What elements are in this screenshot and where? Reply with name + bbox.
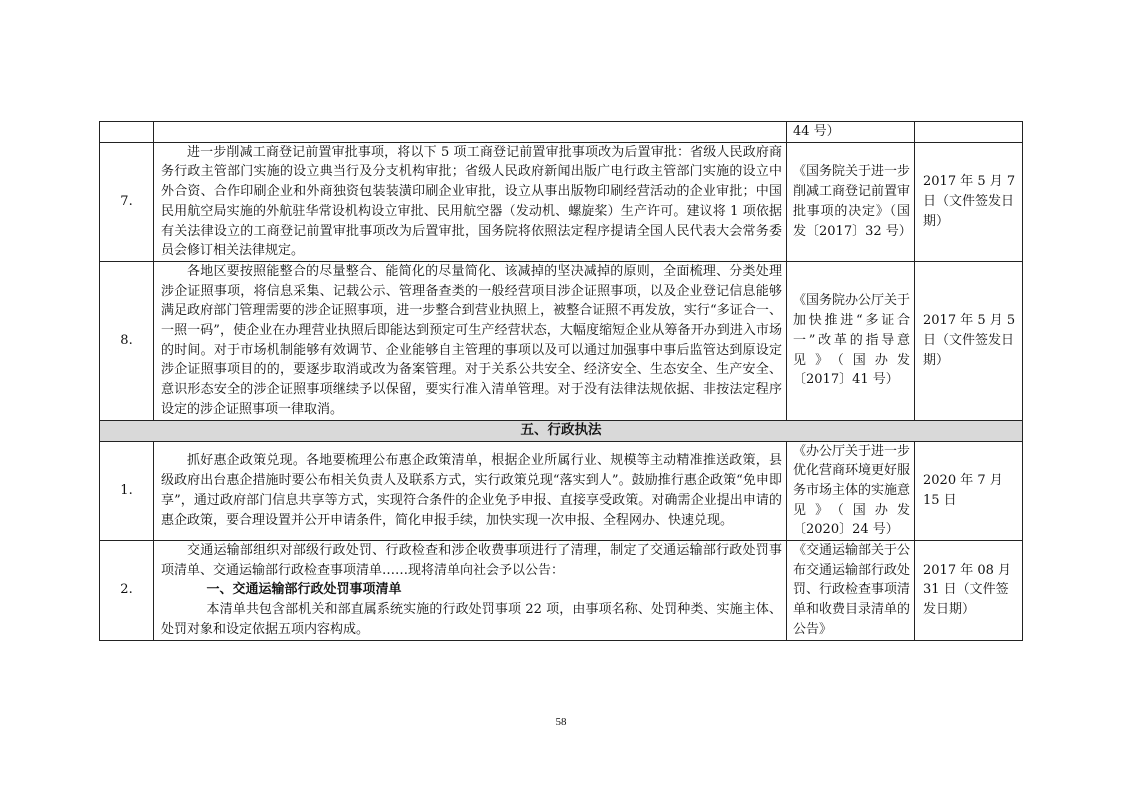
table-row <box>100 122 1023 143</box>
source-cell: 《国务院办公厅关于加快推进“多证合一”改革的指导意见》（国办发〔2017〕41 号） <box>787 261 915 420</box>
content-paragraph: 交通运输部组织对部级行政处罚、行政检查和涉企收费事项进行了清理，制定了交通运输部行政处罚事项清单、交通运输部行政检查事项清单……现将清单向社会予以公告： <box>161 543 782 578</box>
date-cell: 2020 年 7 月 15 日 <box>915 441 1023 541</box>
row-number-cell <box>100 122 154 143</box>
source-cell: 44 号） <box>787 122 915 143</box>
content-cell <box>154 261 787 420</box>
row-number-cell: 7. <box>100 142 154 261</box>
content-cell <box>154 122 787 143</box>
source-cell: 《国务院关于进一步削减工商登记前置审批事项的决定》（国发〔2017〕32 号） <box>787 142 915 261</box>
date-cell: 2017 年 5 月 5 日（文件签发日期） <box>915 261 1023 420</box>
content-cell <box>154 441 787 541</box>
page-number: 58 <box>555 716 567 728</box>
table-row <box>100 541 1023 641</box>
source-cell: 《办公厅关于进一步优化营商环境更好服务市场主体的实施意见》（国办发〔2020〕24 号） <box>787 441 915 541</box>
regulation-table <box>99 121 1023 641</box>
content-paragraph: 本清单共包含部机关和部直属系统实施的行政处罚事项 22 项，由事项名称、处罚种类、实施主体、处罚对象和设定依据五项内容构成。 <box>161 602 782 637</box>
content-cell <box>154 541 787 641</box>
section-title: 五、行政执法 <box>100 420 1023 441</box>
source-cell: 《交通运输部关于公布交通运输部行政处罚、行政检查事项清单和收费目录清单的公告》 <box>787 541 915 641</box>
date-cell: 2017 年 08 月 31 日（文件签发日期） <box>915 541 1023 641</box>
date-cell: 2017 年 5 月 7 日（文件签发日期） <box>915 142 1023 261</box>
section-header-row <box>100 420 1023 441</box>
row-number-cell: 2. <box>100 541 154 641</box>
content-paragraph: 进一步削减工商登记前置审批事项，将以下 5 项工商登记前置审批事项改为后置审批：省级人民政府商务行政主管部门实施的设立典当行及分支机构审批；省级人民政府新闻出版广电行政主管部门实施的设立中外合资、合作印刷企业和外商独资包装装潢印刷企业审批，设立从事出版物印刷经营活动的企业审批；中国民用航空局实施的外航驻华常设机构设立审批、民用航空器（发动机、螺旋桨）生产许可。建议将 1 项依据有关法律设立的工商登记前置审批事项改为后置审批，国务院将依照法定程序提请全国人民代表大会常务委员会修订相关法律规定。 <box>161 144 782 259</box>
table-row <box>100 261 1023 420</box>
date-cell <box>915 122 1023 143</box>
content-subheading: 一、交通运输部行政处罚事项清单 <box>206 582 402 598</box>
content-cell <box>154 142 787 261</box>
row-number-cell: 1. <box>100 441 154 541</box>
content-paragraph: 抓好惠企政策兑现。各地要梳理公布惠企政策清单，根据企业所属行业、规模等主动精准推送政策，县级政府出台惠企措施时要公布相关负责人及联系方式，实行政策兑现“落实到人”。鼓励推行惠企政策“免申即享”，通过政府部门信息共享等方式，实现符合条件的企业免予申报、直接享受政策。对确需企业提出申请的惠企政策，要合理设置并公开申请条件，简化申报手续，加快实现一次申报、全程网办、快速兑现。 <box>161 453 782 528</box>
row-number-cell: 8. <box>100 261 154 420</box>
content-paragraph: 各地区要按照能整合的尽量整合、能简化的尽量简化、该减掉的坚决减掉的原则，全面梳理、分类处理涉企证照事项，将信息采集、记载公示、管理备查类的一般经营项目涉企证照事项，以及企业登记信息能够满足政府部门管理需要的涉企证照事项，进一步整合到营业执照上，被整合证照不再发放，实行“多证合一、一照一码”，使企业在办理营业执照后即能达到预定可生产经营状态，大幅度缩短企业从筹备开办到进入市场的时间。对于市场机制能够有效调节、企业能够自主管理的事项以及可以通过加强事中事后监管达到原设定涉企证照事项目的的，要逐步取消或改为备案管理。对于关系公共安全、经济安全、生态安全、生产安全、意识形态安全的涉企证照事项继续予以保留，要实行准入清单管理。对于没有法律法规依据、非按法定程序设定的涉企证照事项一律取消。 <box>161 263 782 417</box>
table-row <box>100 441 1023 541</box>
table-row <box>100 142 1023 261</box>
